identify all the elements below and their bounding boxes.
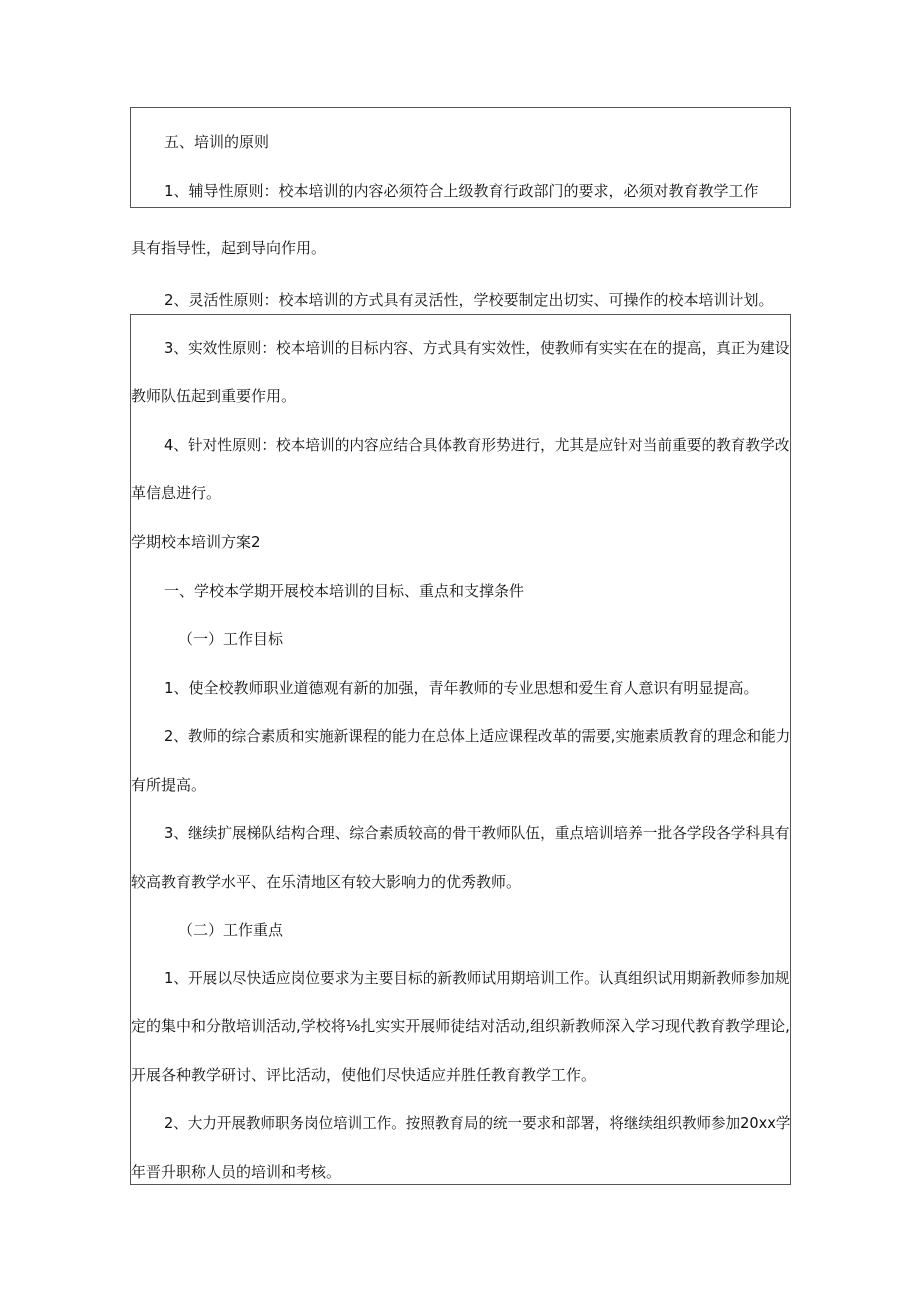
paragraph-line: 3、实效性原则：校本培训的目标内容、方式具有实效性，使教师有实实在在的提高，真正为建设 [164, 339, 790, 357]
paragraph-line: 3、继续扩展梯队结构合理、综合素质较高的骨干教师队伍，重点培训培养一批各学段各学科具有 [164, 824, 790, 842]
paragraph-line: 1、使全校教师职业道德观有新的加强，青年教师的专业思想和爱生育人意识有明显提高。 [164, 679, 759, 697]
paragraph-line: 有所提高。 [131, 776, 207, 794]
paragraph-line: 4、针对性原则：校本培训的内容应结合具体教育形势进行，尤其是应针对当前重要的教育教学改 [164, 436, 790, 454]
subsection-heading: （一）工作目标 [178, 630, 284, 648]
paragraph-line: 具有指导性，起到导向作用。 [131, 239, 327, 257]
paragraph-line: 定的集中和分散培训活动,学校将⅛扎实实开展师徒结对活动,组织新教师深入学习现代教育教学理论, [131, 1017, 790, 1035]
paragraph-line: 2、教师的综合素质和实施新课程的能力在总体上适应课程改革的需要,实施素质教育的理念和能力 [164, 727, 791, 745]
paragraph-line: 革信息进行。 [131, 484, 222, 502]
paragraph-line: 2、大力开展教师职务岗位培训工作。按照教育局的统一要求和部署，将继续组织教师参加20xx学 [164, 1114, 791, 1132]
paragraph-line: 1、辅导性原则：校本培训的内容必须符合上级教育行政部门的要求，必须对教育教学工作 [164, 182, 759, 200]
paragraph-line: 较高教育教学水平、在乐清地区有较大影响力的优秀教师。 [131, 873, 522, 891]
paragraph-line: 年晋升职称人员的培训和考核。 [131, 1163, 342, 1181]
paragraph-line: 教师队伍起到重要作用。 [131, 387, 297, 405]
document-subtitle: 学期校本培训方案2 [131, 533, 261, 551]
section-heading: 一、学校本学期开展校本培训的目标、重点和支撑条件 [164, 582, 525, 600]
section-heading: 五、培训的原则 [164, 133, 270, 151]
paragraph-line: 2、灵活性原则：校本培训的方式具有灵活性，学校要制定出切实、可操作的校本培训计划。 [164, 291, 774, 309]
paragraph-line: 1、开展以尽快适应岗位要求为主要目标的新教师试用期培训工作。认真组织试用期新教师参加规 [164, 969, 790, 987]
paragraph-line: 开展各种教学研讨、评比活动，使他们尽快适应并胜任教育教学工作。 [131, 1066, 597, 1084]
subsection-heading: （二）工作重点 [178, 921, 284, 939]
